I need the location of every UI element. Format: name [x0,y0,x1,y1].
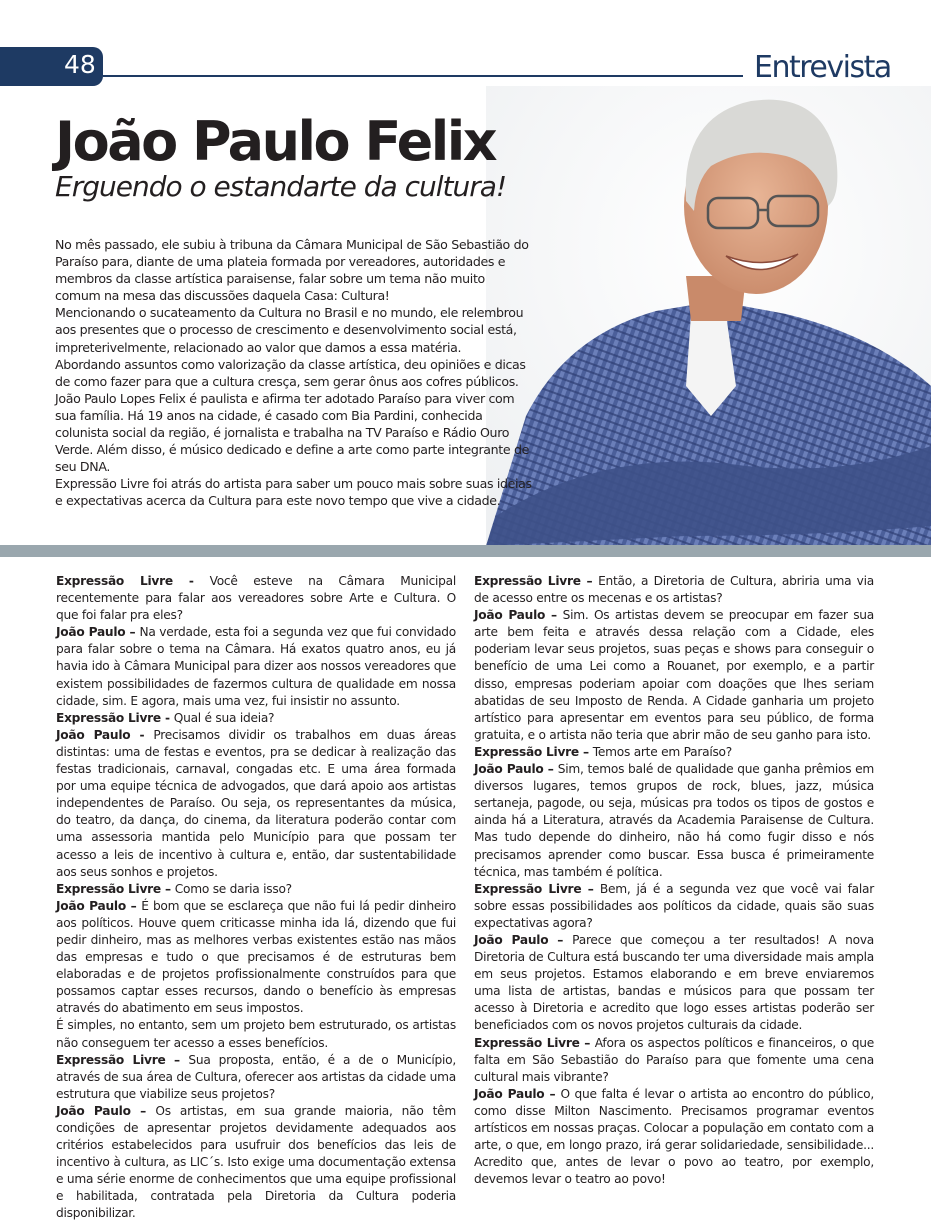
paragraph-text: Bem, já é a segunda vez que você vai falar sobre essas possibilidades aos políticos da cidade, quais são suas expectativas agora? [474,881,874,930]
speaker-label: João Paulo – [474,932,573,947]
speaker-label: Expressão Livre – [474,1035,595,1050]
speaker-label: João Paulo – [474,608,563,623]
section-divider [0,545,931,557]
intro-paragraph: Abordando assuntos como valorização da classe artística, deu opiniões e dicas de como fazer para que a cultura cresça, sem gerar ônus aos cofres públicos. [55,356,526,389]
interview-paragraph [474,744,874,761]
paragraph-text: Então, a Diretoria de Cultura, abriria uma via de acesso entre os mecenas e os artistas? [474,574,874,606]
interview-column-left [56,573,456,1223]
interview-column-right [474,573,874,1188]
interview-paragraph [56,1017,456,1051]
paragraph-text: Na verdade, esta foi a segunda vez que fui convidado para falar sobre o tema na Câmara. Há exatos quatro anos, eu já havia ido à Câmara Municipal para dizer aos nossos vereadores que existem possibilidades de fazermos cultura de qualidade em nossa cidade, sim. E agora, mais uma vez, fui insistir no assunto. [56,625,456,708]
page-number: 48 [64,50,96,79]
interview-paragraph [474,1086,874,1189]
interview-paragraph [56,624,456,709]
interview-paragraph [56,1052,456,1103]
interview-paragraph [56,727,456,881]
interview-paragraph [56,710,456,727]
paragraph-text: Sim, temos balé de qualidade que ganha prêmios em diversos lugares, temos grupos de rock, blues, jazz, música sertaneja, pagode, ou seja, músicas pra todos os tipos de gostos e ainda há a Literatura, através da Academia Paraisense de Cultura. Mas tudo depende do dinheiro, não há como fugir disso e nós precisamos aprender como buscar. Essa busca é primeiramente técnica, mas também é política. [474,762,874,879]
interview-paragraph [474,881,874,932]
speaker-label: Expressão Livre – [474,574,599,588]
interview-paragraph [56,1103,456,1223]
interview-paragraph [474,932,874,1035]
speaker-label: Expressão Livre - [56,710,174,725]
speaker-label: João Paulo - [56,727,154,742]
paragraph-text: Os artistas, em sua grande maioria, não têm condições de apresentar projetos devidamente adequados aos critérios estabelecidos para usufruir dos benefícios das leis de incentivo à cultura, as LIC´s. Isto exige uma documentação extensa e uma série enorme de conhecimentos que uma equipe profissional e habilitada, contratada pela Diretoria da Cultura poderia disponibilizar. [56,1103,456,1221]
speaker-label: Expressão Livre – [474,881,600,896]
portrait-photo [486,86,931,546]
interview-paragraph [56,573,456,624]
intro-paragraph: João Paulo Lopes Felix é paulista e afirma ter adotado Paraíso para viver com sua família. Há 19 anos na cidade, é casado com Bia Pardini, conhecida colunista social da região, é jornalista e trabalha na TV Paraíso e Rádio Ouro Verde. Além disso, é músico dedicado e define a arte como parte integrante de seu DNA. [55,390,529,475]
interview-paragraph [56,898,456,1018]
paragraph-text: Afora os aspectos políticos e financeiros, o que falta em São Sebastião do Paraíso para que fomente uma cena cultural mais vibrante? [474,1035,874,1084]
speaker-label: João Paulo – [56,898,142,913]
paragraph-text: Você esteve na Câmara Municipal recentemente para falar aos vereadores sobre Arte e Cultura. O que foi falar pra eles? [56,574,456,623]
intro-paragraph: Expressão Livre foi atrás do artista para saber um pouco mais sobre suas ideias e expectativas acerca da Cultura para este novo tempo que vive a cidade. [55,476,532,509]
paragraph-text: Como se daria isso? [174,881,292,896]
speaker-label: Expressão Livre – [474,744,593,759]
speaker-label: João Paulo – [474,1086,561,1101]
speaker-label: Expressão Livre - [56,574,210,588]
paragraph-text: Temos arte em Paraíso? [592,744,732,759]
intro-paragraph: No mês passado, ele subiu à tribuna da Câmara Municipal de São Sebastião do Paraíso para, diante de uma plateia formada por vereadores, autoridades e membros da classe artística paraisense, falar sobre um tema não muito comum na mesa das discussões daquela Casa: Cultura! [55,237,529,304]
paragraph-text: É simples, no entanto, sem um projeto bem estruturado, os artistas não conseguem ter acesso a esses benefícios. [56,1018,456,1050]
interview-paragraph [474,761,874,881]
speaker-label: João Paulo – [56,625,140,640]
article-subtitle: Erguendo o estandarte da cultura! [55,170,507,203]
paragraph-text: Parece que começou a ter resultados! A nova Diretoria de Cultura está buscando ter uma diversidade mais ampla em seus projetos. Estamos elaborando e em breve enviaremos uma lista de artistas, bandas e músicos para que possam ter acesso à Diretoria e acredito que logo esses artistas poderão ser beneficiados com os novos projetos culturais da cidade. [474,932,875,1033]
interview-paragraph [474,607,874,744]
interview-paragraph [474,573,874,607]
article-title: João Paulo Felix [55,110,496,173]
paragraph-text: Sua proposta, então, é a de o Município, através de sua área de Cultura, oferecer aos artistas da cidade uma estrutura que viabilize seus projetos? [56,1052,457,1101]
header-rule [103,75,743,77]
paragraph-text: Precisamos dividir os trabalhos em duas áreas distintas: uma de festas e eventos, pra se dedicar à realização das festas tradicionais, carnaval, congadas etc. E uma área formada por uma equipe técnica de advogados, que dará apoio aos artistas independentes de Paraíso. Ou seja, os representantes da música, do teatro, da dança, do cinema, da literatura poderão contar com uma assessoria mantida pelo Município para que possam ter acesso a leis de incentivo à cultura e, então, dar sustentabilidade aos seus sonhos e projetos. [56,727,456,879]
intro-paragraph: Mencionando o sucateamento da Cultura no Brasil e no mundo, ele relembrou aos presentes que o processo de crescimento e desenvolvimento social está, impreterivelmente, relacionado ao valor que damos a essa matéria. [55,305,524,355]
speaker-label: Expressão Livre – [56,1052,189,1067]
paragraph-text: Qual é sua ideia? [173,710,275,725]
speaker-label: João Paulo – [474,762,558,777]
speaker-label: João Paulo – [56,1103,156,1118]
paragraph-text: O que falta é levar o artista ao encontro do público, como disse Milton Nascimento. Precisamos programar eventos artísticos em nossas praças. Colocar a população em contato com a arte, o que, em longo prazo, irá gerar solidariedade, sensibilidade... Acredito que, antes de levar o povo ao teatro, por exemplo, devemos levar o teatro ao povo! [474,1086,874,1187]
interview-paragraph [474,1035,874,1086]
intro-text [55,236,533,510]
speaker-label: Expressão Livre – [56,881,175,896]
interview-paragraph [56,881,456,898]
paragraph-text: É bom que se esclareça que não fui lá pedir dinheiro aos políticos. Houve quem criticasse minha ida lá, dizendo que fui pedir dinheiro, mas as melhores verbas existentes estão nas mãos das empresas e tudo o que precisamos é de estruturas bem elaboradas e de projetos profissionalmente construídos para que possamos captar esses recursos, dando o benefício às empresas através do abatimento em seus impostos. [56,898,457,1016]
paragraph-text: Sim. Os artistas devem se preocupar em fazer sua arte bem feita e através dessa relação com a Cidade, eles poderiam levar seus projetos, suas peças e shows para conseguir o benefício de uma Lei como a Rouanet, por exemplo, e a partir disso, empresas poderiam apoiar com doações que lhes seriam abatidas de seu Imposto de Renda. A Cidade ganharia um projeto artístico para apresentar em eventos para seu público, de forma gratuita, e o artista não teria que abrir mão de seu ganho para isto. [474,608,874,742]
section-label: Entrevista [754,50,891,85]
